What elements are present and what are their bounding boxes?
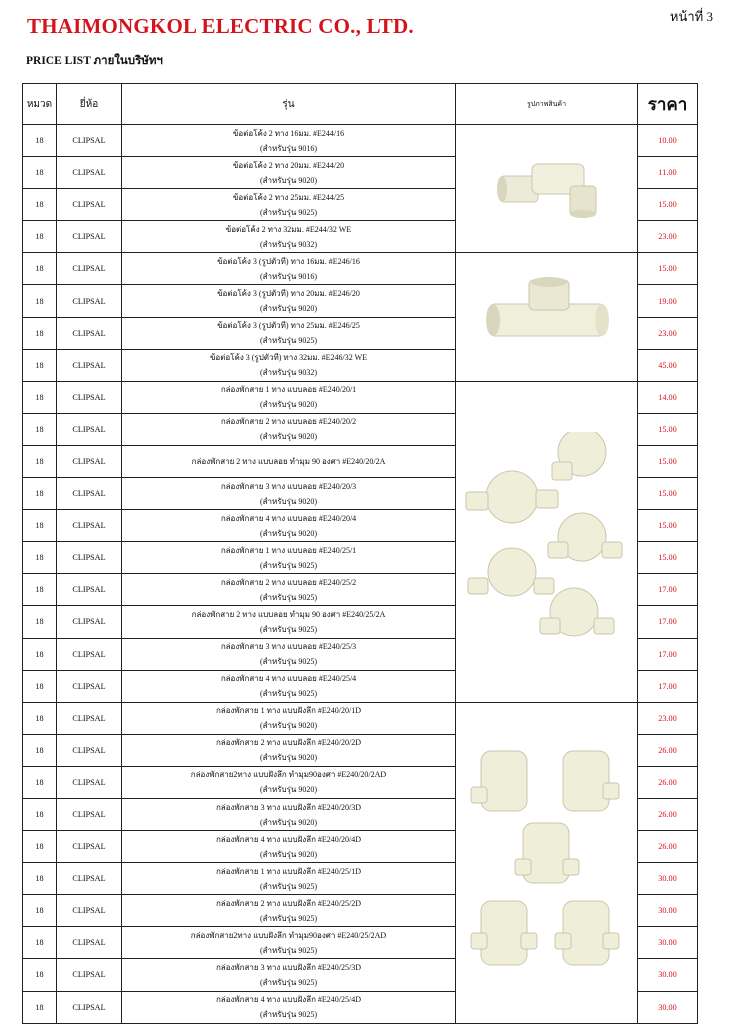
column-header-category: หมวด [23,84,57,125]
model-compat: (สำหรับรุ่น 9025) [259,913,318,923]
category-cell: 18 [23,734,57,766]
price-cell: 17.00 [638,574,698,606]
category-cell: 18 [23,285,57,317]
price-cell: 15.00 [638,478,698,510]
model-cell [122,702,456,734]
model-compat: (สำหรับรุ่น 9020) [259,528,318,538]
column-header-price: ราคา [638,84,698,125]
category-cell: 18 [23,510,57,542]
category-cell: 18 [23,125,57,157]
price-cell: 15.00 [638,542,698,574]
model-cell [122,413,456,445]
brand-cell: CLIPSAL [57,574,122,606]
brand-cell: CLIPSAL [57,638,122,670]
category-cell: 18 [23,895,57,927]
model-cell [122,638,456,670]
model-compat: (สำหรับรุ่น 9025) [259,977,318,987]
price-cell: 26.00 [638,766,698,798]
brand-cell: CLIPSAL [57,798,122,830]
category-cell: 18 [23,317,57,349]
model-name: กล่องพักสาย 2 ทาง แบบลอย #E240/25/2 [220,577,357,587]
elbow-fitting-image [482,154,612,224]
price-table [22,83,698,1024]
category-cell: 18 [23,478,57,510]
category-cell: 18 [23,349,57,381]
category-cell: 18 [23,413,57,445]
brand-cell: CLIPSAL [57,478,122,510]
price-cell: 17.00 [638,670,698,702]
price-cell: 19.00 [638,285,698,317]
category-cell: 18 [23,927,57,959]
category-cell: 18 [23,574,57,606]
table-row [23,702,698,734]
model-name: ข้อต่อโค้ง 2 ทาง 20มม. #E244/20 [232,160,345,170]
model-cell [122,991,456,1023]
category-cell: 18 [23,638,57,670]
product-image-cell [456,125,638,253]
model-cell [122,574,456,606]
category-cell: 18 [23,221,57,253]
model-cell [122,317,456,349]
brand-cell: CLIPSAL [57,959,122,991]
price-cell: 30.00 [638,959,698,991]
model-compat: (สำหรับรุ่น 9020) [259,721,318,731]
model-compat: (สำหรับรุ่น 9032) [259,239,318,249]
model-cell [122,125,456,157]
category-cell: 18 [23,766,57,798]
table-row [23,125,698,157]
price-cell: 23.00 [638,221,698,253]
model-cell [122,189,456,221]
brand-cell: CLIPSAL [57,670,122,702]
brand-cell: CLIPSAL [57,766,122,798]
model-name: กล่องพักสาย 1 ทาง แบบลอย #E240/25/1 [220,545,357,555]
brand-cell: CLIPSAL [57,317,122,349]
model-name: กล่องพักสาย2ทาง แบบฝังลึก ทำมุม90องศา #E240/25/2AD [190,930,387,940]
brand-cell: CLIPSAL [57,381,122,413]
category-cell: 18 [23,991,57,1023]
model-compat: (สำหรับรุ่น 9025) [259,336,318,346]
model-name: ข้อต่อโค้ง 2 ทาง 32มม. #E244/32 WE [225,224,352,234]
model-cell [122,734,456,766]
model-compat: (สำหรับรุ่น 9032) [259,368,318,378]
column-header-model: รุ่น [122,84,456,125]
model-name: กล่องพักสาย 2 ทาง แบบลอย ทำมุม 90 องศา #E240/20/2A [191,456,386,466]
model-name: กล่องพักสาย2ทาง แบบฝังลึก ทำมุม90องศา #E240/20/2AD [190,770,387,780]
model-compat: (สำหรับรุ่น 9025) [259,592,318,602]
model-compat: (สำหรับรุ่น 9020) [259,785,318,795]
model-compat: (สำหรับรุ่น 9025) [259,560,318,570]
price-cell: 17.00 [638,606,698,638]
model-compat: (สำหรับรุ่น 9020) [259,400,318,410]
model-cell [122,510,456,542]
model-name: ข้อต่อโค้ง 3 (รูปตัวที) ทาง 32มม. #E246/32 WE [209,353,368,363]
model-cell [122,863,456,895]
model-name: กล่องพักสาย 3 ทาง แบบฝังลึก #E240/20/3D [215,802,362,812]
model-compat: (สำหรับรุ่น 9020) [259,849,318,859]
model-cell [122,157,456,189]
price-cell: 15.00 [638,510,698,542]
model-name: ข้อต่อโค้ง 3 (รูปตัวที) ทาง 16มม. #E246/16 [217,256,360,266]
model-cell [122,959,456,991]
category-cell: 18 [23,445,57,477]
price-list-subtitle: PRICE LIST ภายในบริษัทฯ [26,55,163,67]
category-cell: 18 [23,863,57,895]
table-header-row [23,84,698,125]
model-cell [122,766,456,798]
model-name: กล่องพักสาย 3 ทาง แบบฝังลึก #E240/25/3D [215,962,362,972]
category-cell: 18 [23,381,57,413]
brand-cell: CLIPSAL [57,734,122,766]
tee-fitting-image [477,272,617,362]
model-compat: (สำหรับรุ่น 9020) [259,817,318,827]
model-compat: (สำหรับรุ่น 9020) [259,496,318,506]
brand-cell: CLIPSAL [57,991,122,1023]
brand-cell: CLIPSAL [57,831,122,863]
model-compat: (สำหรับรุ่น 9020) [259,753,318,763]
model-name: กล่องพักสาย 2 ทาง แบบฝังลึก #E240/25/2D [215,898,362,908]
price-cell: 45.00 [638,349,698,381]
brand-cell: CLIPSAL [57,413,122,445]
category-cell: 18 [23,189,57,221]
model-cell [122,221,456,253]
price-cell: 26.00 [638,734,698,766]
model-compat: (สำหรับรุ่น 9025) [259,657,318,667]
brand-cell: CLIPSAL [57,895,122,927]
model-cell [122,606,456,638]
price-cell: 15.00 [638,189,698,221]
model-name: กล่องพักสาย 2 ทาง แบบลอย #E240/20/2 [220,417,357,427]
price-cell: 15.00 [638,253,698,285]
category-cell: 18 [23,959,57,991]
model-name: กล่องพักสาย 4 ทาง แบบลอย #E240/25/4 [220,674,357,684]
price-cell: 30.00 [638,863,698,895]
brand-cell: CLIPSAL [57,189,122,221]
model-name: ข้อต่อโค้ง 2 ทาง 16มม. #E244/16 [232,128,345,138]
model-compat: (สำหรับรุ่น 9020) [259,304,318,314]
brand-cell: CLIPSAL [57,285,122,317]
price-cell: 17.00 [638,638,698,670]
model-compat: (สำหรับรุ่น 9025) [259,881,318,891]
price-cell: 15.00 [638,445,698,477]
product-image-cell [456,381,638,702]
model-name: ข้อต่อโค้ง 2 ทาง 25มม. #E244/25 [232,192,345,202]
category-cell: 18 [23,670,57,702]
model-cell [122,831,456,863]
model-cell [122,381,456,413]
category-cell: 18 [23,157,57,189]
model-name: กล่องพักสาย 4 ทาง แบบฝังลึก #E240/20/4D [215,834,362,844]
product-image-cell [456,702,638,1023]
table-row [23,381,698,413]
model-compat: (สำหรับรุ่น 9016) [259,143,318,153]
model-compat: (สำหรับรุ่น 9025) [259,945,318,955]
model-name: กล่องพักสาย 3 ทาง แบบลอย #E240/20/3 [220,481,357,491]
table-body [23,125,698,1024]
model-name: กล่องพักสาย 4 ทาง แบบลอย #E240/20/4 [220,513,357,523]
model-name: กล่องพักสาย 1 ทาง แบบฝังลึก #E240/25/1D [215,866,362,876]
brand-cell: CLIPSAL [57,702,122,734]
junction-box-deep-image [467,743,627,983]
brand-cell: CLIPSAL [57,927,122,959]
model-cell [122,349,456,381]
model-name: ข้อต่อโค้ง 3 (รูปตัวที) ทาง 20มม. #E246/20 [217,289,360,299]
model-compat: (สำหรับรุ่น 9025) [259,207,318,217]
model-compat: (สำหรับรุ่น 9016) [259,271,318,281]
category-cell: 18 [23,253,57,285]
price-cell: 14.00 [638,381,698,413]
column-header-image: รูปภาพสินค้า [456,84,638,125]
brand-cell: CLIPSAL [57,510,122,542]
model-cell [122,895,456,927]
model-compat: (สำหรับรุ่น 9025) [259,624,318,634]
model-cell [122,478,456,510]
model-compat: (สำหรับรุ่น 9025) [259,689,318,699]
category-cell: 18 [23,831,57,863]
model-name: กล่องพักสาย 4 ทาง แบบฝังลึก #E240/25/4D [215,995,362,1005]
category-cell: 18 [23,606,57,638]
model-cell [122,285,456,317]
model-cell [122,927,456,959]
model-cell [122,670,456,702]
model-cell [122,253,456,285]
price-cell: 30.00 [638,895,698,927]
table-row [23,253,698,285]
price-cell: 26.00 [638,831,698,863]
model-name: กล่องพักสาย 1 ทาง แบบลอย #E240/20/1 [220,385,357,395]
brand-cell: CLIPSAL [57,349,122,381]
brand-cell: CLIPSAL [57,445,122,477]
brand-cell: CLIPSAL [57,542,122,574]
model-name: ข้อต่อโค้ง 3 (รูปตัวที) ทาง 25มม. #E246/25 [217,321,360,331]
category-cell: 18 [23,542,57,574]
brand-cell: CLIPSAL [57,606,122,638]
model-name: กล่องพักสาย 2 ทาง แบบลอย ทำมุม 90 องศา #E240/25/2A [191,609,386,619]
price-cell: 30.00 [638,991,698,1023]
price-cell: 15.00 [638,413,698,445]
product-image-cell [456,253,638,381]
model-cell [122,542,456,574]
model-compat: (สำหรับรุ่น 9025) [259,1010,318,1020]
model-compat: (สำหรับรุ่น 9020) [259,175,318,185]
price-cell: 10.00 [638,125,698,157]
model-name: กล่องพักสาย 2 ทาง แบบฝังลึก #E240/20/2D [215,738,362,748]
category-cell: 18 [23,702,57,734]
column-header-brand: ยี่ห้อ [57,84,122,125]
model-name: กล่องพักสาย 3 ทาง แบบลอย #E240/25/3 [220,642,357,652]
price-cell: 26.00 [638,798,698,830]
page-number: หน้าที่ 3 [669,9,713,24]
model-name: กล่องพักสาย 1 ทาง แบบฝังลึก #E240/20/1D [215,706,362,716]
brand-cell: CLIPSAL [57,125,122,157]
brand-cell: CLIPSAL [57,221,122,253]
price-cell: 30.00 [638,927,698,959]
model-cell [122,445,456,477]
brand-cell: CLIPSAL [57,253,122,285]
category-cell: 18 [23,798,57,830]
junction-box-surface-image [462,432,632,652]
price-cell: 23.00 [638,317,698,349]
price-cell: 11.00 [638,157,698,189]
brand-cell: CLIPSAL [57,863,122,895]
brand-cell: CLIPSAL [57,157,122,189]
model-compat: (สำหรับรุ่น 9020) [259,432,318,442]
price-cell: 23.00 [638,702,698,734]
company-name: THAIMONGKOL ELECTRIC CO., LTD. [27,14,414,38]
model-cell [122,798,456,830]
